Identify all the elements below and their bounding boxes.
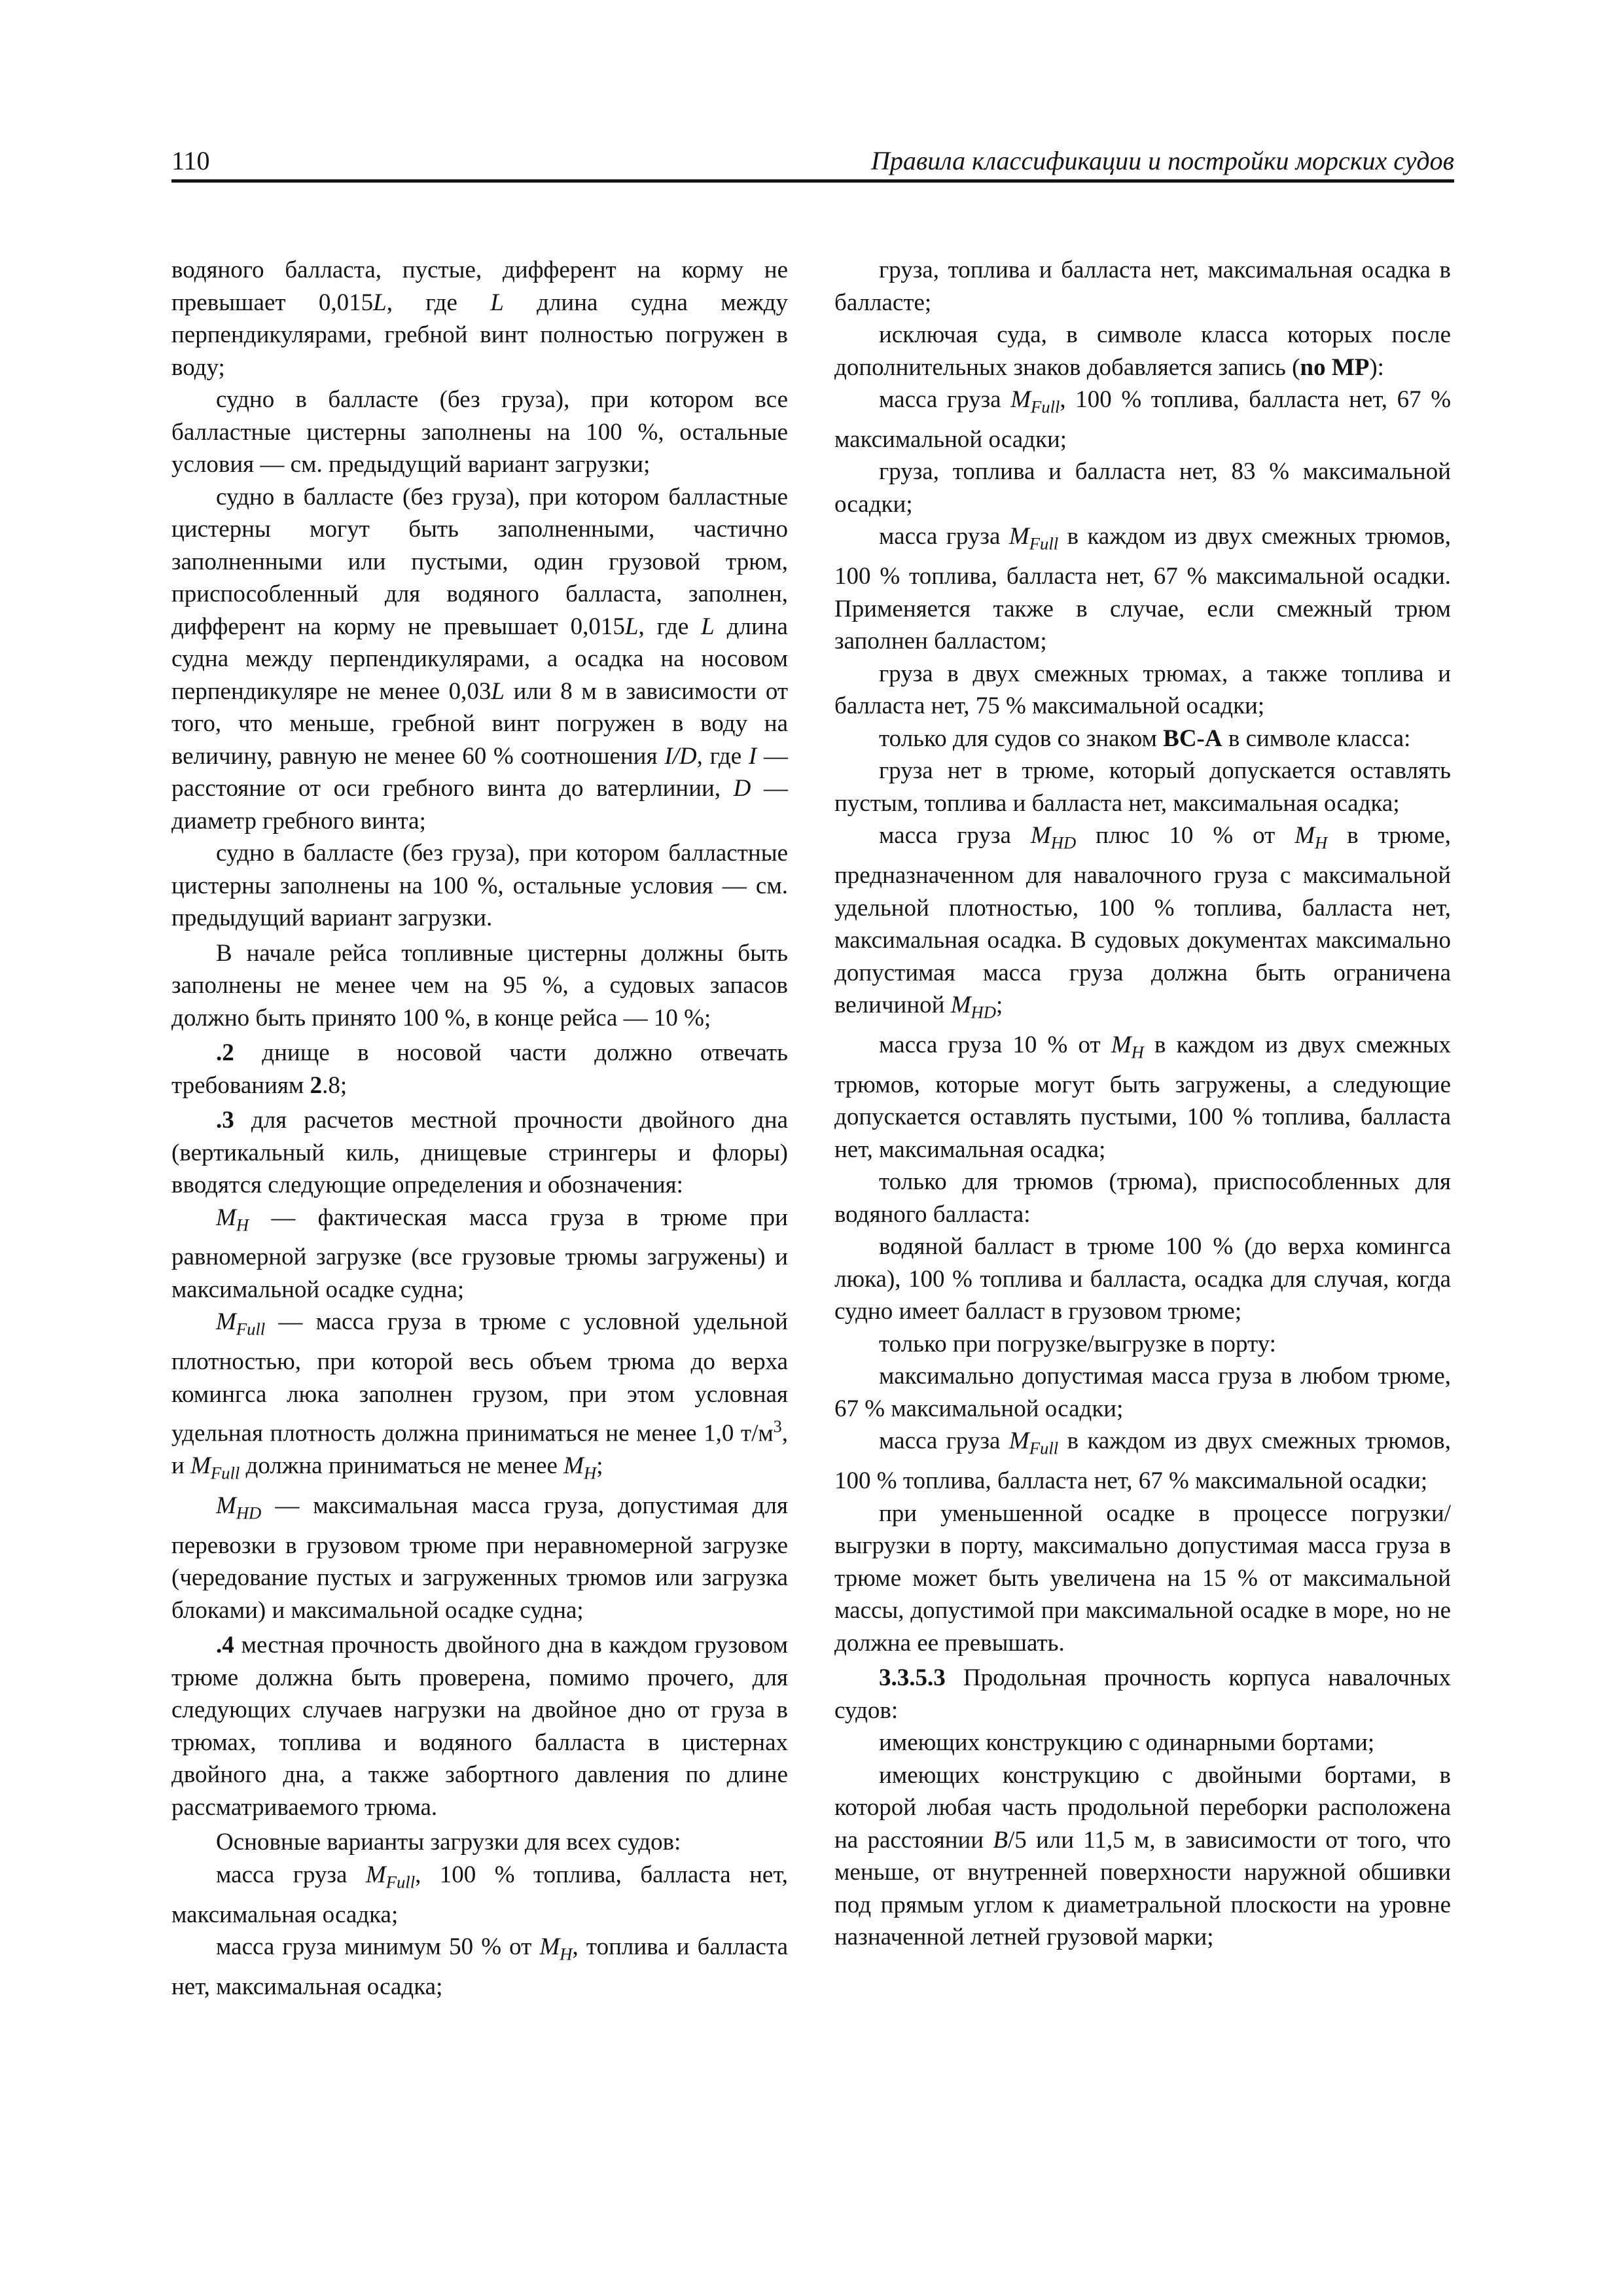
paragraph bbox=[834, 1759, 1451, 1954]
text-run: только при погрузке/выгрузке в порту: bbox=[879, 1330, 1276, 1357]
header-rule bbox=[171, 179, 1454, 183]
text-run: no MP bbox=[1300, 353, 1370, 381]
text-run: водяного балласта, пустые, дифферент на корму не превышает 0,015 bbox=[171, 257, 788, 316]
text-run: , 100 % топлива, балласта нет, максимальная осадка; bbox=[171, 1861, 788, 1928]
text-run: судно в балласте (без груза), при котором все балластные цистерны заполнены на 100 %, остальные условия — см. предыдущий вариант загрузки; bbox=[171, 386, 788, 478]
text-run: M bbox=[950, 992, 971, 1019]
paragraph bbox=[171, 837, 788, 935]
right-text-column bbox=[834, 254, 1451, 1954]
text-run: M bbox=[1010, 386, 1031, 413]
text-run: — диаметр гребного винта; bbox=[171, 775, 789, 834]
paragraph bbox=[834, 254, 1451, 319]
text-run: только для судов со знаком bbox=[879, 725, 1164, 752]
text-run: H bbox=[1131, 1042, 1144, 1062]
paragraph bbox=[171, 254, 788, 384]
text-run: должна приниматься не менее bbox=[240, 1452, 564, 1480]
paragraph bbox=[171, 481, 788, 838]
text-run: , и bbox=[171, 1420, 788, 1480]
text-run: D bbox=[733, 775, 751, 802]
text-run: масса груза bbox=[879, 386, 1011, 413]
text-run: — расстояние от оси гребного винта до ватерлинии, bbox=[171, 742, 788, 802]
text-run: H bbox=[1315, 833, 1328, 853]
text-run: I bbox=[748, 742, 757, 770]
paragraph bbox=[834, 1230, 1451, 1328]
text-run: масса груза bbox=[879, 1427, 1009, 1455]
text-run: груза, топлива и балласта нет, максимальная осадка в балласте; bbox=[834, 257, 1451, 316]
text-run: ; bbox=[996, 992, 1003, 1019]
text-run: ; bbox=[596, 1452, 603, 1480]
text-run: L bbox=[624, 613, 639, 640]
text-run: M bbox=[1030, 822, 1051, 850]
text-run: , где bbox=[696, 742, 749, 770]
text-run: 3.3.5.3 bbox=[879, 1664, 946, 1692]
text-run: L bbox=[373, 289, 387, 316]
text-run: BC-A bbox=[1163, 725, 1222, 752]
text-run: имеющих конструкцию с одинарными бортами; bbox=[879, 1729, 1375, 1757]
text-run: плюс 10 % от bbox=[1076, 822, 1295, 850]
paragraph bbox=[834, 1498, 1451, 1660]
text-run: .3 bbox=[216, 1107, 234, 1134]
paragraph bbox=[834, 319, 1451, 384]
text-run: M bbox=[216, 1204, 236, 1231]
paragraph bbox=[171, 1037, 788, 1102]
text-run: .4 bbox=[216, 1632, 234, 1659]
paragraph bbox=[171, 937, 788, 1035]
text-run: Full bbox=[385, 1872, 416, 1892]
paragraph bbox=[834, 1727, 1451, 1759]
text-run: только для трюмов (трюма), приспособленных для водяного балласта: bbox=[834, 1168, 1451, 1228]
text-run: в трюме, предназначенном для навалочного груза с максимальной удельной плотностью, 100 % топлива, балласта нет, максимальная осадка. В судовых документах максимально допустимая масса груза должна быть ограничена величиной bbox=[834, 822, 1451, 1019]
paragraph bbox=[834, 755, 1451, 819]
text-run: .2 bbox=[216, 1039, 234, 1066]
text-run: , 100 % топлива, балласта нет, 67 % максимальной осадки; bbox=[834, 386, 1452, 453]
text-run: M bbox=[1111, 1031, 1132, 1059]
text-run: M bbox=[190, 1452, 211, 1480]
text-run: Full bbox=[236, 1319, 266, 1339]
text-run: в каждом из двух смежных трюмов, 100 % топлива, балласта нет, 67 % максимальной осадки; bbox=[834, 1427, 1452, 1495]
paragraph bbox=[834, 819, 1451, 1029]
text-run: 2 bbox=[310, 1071, 323, 1099]
text-run: L bbox=[490, 289, 504, 316]
text-run: M bbox=[1294, 822, 1315, 850]
paragraph bbox=[171, 1202, 788, 1306]
text-run: M bbox=[216, 1308, 236, 1336]
page-number: 110 bbox=[171, 146, 210, 175]
text-run: масса груза bbox=[879, 822, 1031, 850]
text-run: L bbox=[491, 677, 505, 705]
text-run: днище в носовой части должно отвечать требованиям bbox=[171, 1039, 788, 1099]
text-run: Основные варианты загрузки для всех судов: bbox=[216, 1829, 681, 1856]
text-run: M bbox=[563, 1452, 584, 1480]
text-run: M bbox=[1008, 1427, 1029, 1455]
text-run: масса груза 10 % от bbox=[879, 1031, 1111, 1059]
text-run: HD bbox=[1050, 833, 1077, 853]
text-run: Продольная прочность корпуса навалочных судов: bbox=[834, 1664, 1451, 1724]
text-run: /5 или 11,5 м, в зависимости от того, что меньше, от внутренней поверхности наружной обшивки под прямым углом к диаметральной плоскости на уровне назначенной летней грузовой марки; bbox=[834, 1826, 1452, 1951]
text-run: масса груза минимум 50 % от bbox=[216, 1933, 540, 1961]
paragraph bbox=[171, 1490, 788, 1626]
text-run: в каждом из двух смежных трюмов, которые могут быть загружены, а следующие допускается оставлять пустыми, 100 % топлива, балласта нет, максимальная осадка; bbox=[834, 1031, 1451, 1163]
text-run: Full bbox=[1029, 533, 1059, 554]
paragraph bbox=[171, 1931, 788, 2003]
text-run: M bbox=[365, 1861, 386, 1888]
text-run: Full bbox=[1031, 397, 1060, 417]
text-run: Full bbox=[1029, 1438, 1059, 1458]
text-run: при уменьшенной осадке в процессе погрузки/выгрузки в порту, максимально допустимая масса груза в трюме может быть увеличена на 15 % от максимальной массы, допустимой при максимальной осадке в море, но не должна ее превышать. bbox=[834, 1499, 1451, 1657]
paragraph bbox=[834, 658, 1451, 723]
text-run: местная прочность двойного дна в каждом грузовом трюме должна быть проверена, помимо прочего, для следующих случаев нагрузки на двойное дно от груза в трюмах, топлива и водяного балласта в цистернах двойного дна, а также забортного давления по длине рассматриваемого трюма. bbox=[171, 1632, 788, 1821]
paragraph bbox=[834, 456, 1451, 520]
text-run: M bbox=[1008, 523, 1029, 550]
text-run: B bbox=[993, 1826, 1008, 1854]
paragraph bbox=[171, 1629, 788, 1823]
paragraph bbox=[171, 1306, 788, 1490]
text-run: , где bbox=[638, 613, 702, 640]
text-run: ): bbox=[1369, 353, 1384, 381]
text-run: M bbox=[539, 1933, 560, 1961]
paragraph bbox=[171, 384, 788, 481]
text-run: максимально допустимая масса груза в любом трюме, 67 % максимальной осадки; bbox=[834, 1363, 1451, 1422]
text-run: исключая суда, в символе класса которых после дополнительных знаков добавляется запись ( bbox=[834, 321, 1451, 381]
paragraph bbox=[834, 1328, 1451, 1361]
text-run: H bbox=[236, 1214, 249, 1234]
paragraph bbox=[834, 1662, 1451, 1727]
paragraph bbox=[834, 384, 1451, 456]
text-run: длина судна между перпендикулярами, а осадка на носовом перпендикуляре не менее 0,03 bbox=[171, 613, 788, 705]
text-run: груза в двух смежных трюмах, а также топлива и балласта нет, 75 % максимальной осадки; bbox=[834, 660, 1451, 720]
text-run: водяной балласт в трюме 100 % (до верха комингса люка), 100 % топлива и балласта, осадка для случая, когда судно имеет балласт в грузовом трюме; bbox=[834, 1233, 1451, 1325]
text-run: HD bbox=[236, 1503, 262, 1523]
text-run: H bbox=[560, 1944, 573, 1964]
paragraph bbox=[834, 520, 1451, 657]
paragraph bbox=[171, 1826, 788, 1859]
paragraph bbox=[834, 1166, 1451, 1230]
text-run: HD bbox=[971, 1002, 996, 1022]
text-run: в каждом из двух смежных трюмов, 100 % топлива, балласта нет, 67 % максимальной осадки. Применяется также в случае, если смежный трюм заполнен балластом; bbox=[834, 523, 1452, 655]
text-run: судно в балласте (без груза), при котором балластные цистерны заполнены на 100 %, остальные условия — см. предыдущий вариант загрузки. bbox=[171, 840, 788, 931]
text-run: длина судна между перпендикулярами, гребной винт полностью погружен в воду; bbox=[171, 289, 788, 381]
text-run: — фактическая масса груза в трюме при равномерной загрузке (все грузовые трюмы загружены) и максимальной осадке судна; bbox=[171, 1204, 788, 1303]
text-run: в символе класса: bbox=[1222, 725, 1411, 752]
paragraph bbox=[834, 1425, 1451, 1497]
text-run: .8; bbox=[322, 1071, 348, 1099]
text-run: или 8 м в зависимости от того, что меньше, гребной винт погружен в воду на величину, равную не менее 60 % соотношения bbox=[171, 677, 788, 770]
paragraph bbox=[171, 1104, 788, 1202]
paragraph bbox=[834, 1029, 1451, 1166]
text-run: для расчетов местной прочности двойного дна (вертикальный киль, днищевые стрингеры и флоры) вводятся следующие определения и обозначения: bbox=[171, 1107, 788, 1198]
text-run: Full bbox=[210, 1463, 240, 1483]
text-run: имеющих конструкцию с двойными бортами, в которой любая часть продольной переборки расположена на расстоянии bbox=[834, 1761, 1451, 1854]
text-run: — масса груза в трюме с условной удельной плотностью, при которой весь объем трюма до верха комингса люка заполнен грузом, при этом условная удельная плотность должна приниматься не менее 1,0 т/м bbox=[171, 1308, 788, 1447]
text-run: судно в балласте (без груза), при котором балластные цистерны могут быть заполненными, частично заполненными или пустыми, один грузовой трюм, приспособленный для водяного балласта, заполнен, дифферент на корму не превышает 0,015 bbox=[171, 483, 788, 640]
running-header-title: Правила классификации и постройки морских судов bbox=[870, 146, 1454, 175]
text-run: 3 bbox=[773, 1417, 782, 1437]
left-text-column bbox=[171, 254, 788, 2003]
text-run: груза, топлива и балласта нет, 83 % максимальной осадки; bbox=[834, 458, 1451, 518]
text-run: масса груза bbox=[216, 1861, 366, 1888]
text-run: L bbox=[701, 613, 715, 640]
text-run: I/D bbox=[664, 742, 697, 770]
paragraph bbox=[834, 723, 1451, 755]
text-run: , где bbox=[386, 289, 491, 316]
text-run: M bbox=[216, 1492, 236, 1519]
text-run: , топлива и балласта нет, максимальная осадка; bbox=[171, 1933, 788, 2001]
text-run: масса груза bbox=[879, 523, 1009, 550]
text-run: груза нет в трюме, который допускается оставлять пустым, топлива и балласта нет, максимальная осадка; bbox=[834, 757, 1451, 817]
paragraph bbox=[171, 1859, 788, 1931]
text-run: — максимальная масса груза, допустимая для перевозки в грузовом трюме при неравномерной загрузке (чередование пустых и загруженных трюмов или загрузка блоками) и максимальной осадке судна; bbox=[171, 1492, 788, 1624]
text-run: H bbox=[583, 1463, 597, 1483]
text-run: В начале рейса топливные цистерны должны быть заполнены не менее чем на 95 %, а судовых запасов должно быть принято 100 %, в конце рейса — 10 %; bbox=[171, 939, 788, 1031]
paragraph bbox=[834, 1360, 1451, 1425]
